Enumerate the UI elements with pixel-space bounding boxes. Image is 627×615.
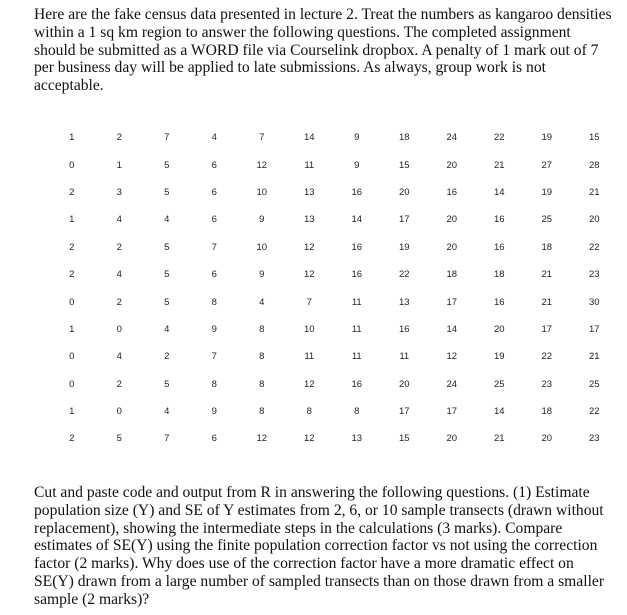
grid-cell: 20 (398, 378, 410, 390)
grid-cell: 25 (541, 214, 553, 226)
grid-cell: 13 (398, 296, 410, 308)
grid-cell: 9 (259, 269, 265, 281)
grid-cell: 18 (398, 132, 410, 144)
grid-cell: 9 (354, 159, 360, 171)
grid-cell: 13 (303, 186, 315, 198)
grid-cell: 9 (259, 214, 265, 226)
grid-cell: 16 (351, 186, 363, 198)
grid-cell: 8 (259, 323, 265, 335)
grid-cell: 4 (164, 406, 170, 418)
grid-cell: 12 (256, 159, 268, 171)
grid-cell: 20 (493, 323, 505, 335)
grid-cell: 16 (351, 241, 363, 253)
grid-cell: 22 (398, 269, 410, 281)
grid-cell: 8 (211, 378, 217, 390)
grid-cell: 6 (211, 214, 217, 226)
grid-cell: 4 (211, 132, 217, 144)
grid-cell: 5 (164, 159, 170, 171)
grid-cell: 2 (69, 269, 75, 281)
grid-cell: 2 (116, 296, 122, 308)
grid-cell: 2 (116, 378, 122, 390)
grid-cell: 10 (303, 323, 315, 335)
grid-cell: 21 (493, 433, 505, 445)
grid-cell: 1 (69, 214, 75, 226)
grid-cell: 12 (303, 378, 315, 390)
census-data-body (48, 124, 618, 453)
grid-cell: 25 (588, 378, 600, 390)
grid-cell: 5 (164, 186, 170, 198)
grid-cell: 11 (399, 351, 410, 363)
grid-cell: 9 (211, 406, 217, 418)
grid-cell: 14 (493, 186, 505, 198)
grid-cell: 22 (588, 241, 600, 253)
grid-cell: 21 (541, 296, 553, 308)
grid-cell: 1 (69, 132, 75, 144)
grid-cell: 13 (303, 214, 315, 226)
grid-cell: 16 (493, 241, 505, 253)
grid-row (48, 234, 618, 261)
grid-cell: 9 (211, 323, 217, 335)
grid-row (48, 398, 618, 425)
intro-paragraph: Here are the fake census data presented in lecture 2. Treat the numbers as kangaroo densities within a 1 sq km region to answer the following questions. The completed assignment should be submitted as a WORD file via Courselink dropbox. A penalty of 1 mark out of 7 per business day will be applied to late submissions. As always, group work is not acceptable. (34, 6, 612, 95)
questions-paragraph: Cut and paste code and output from R in answering the following questions. (1) Estimate population size (Y) and SE of Y estimates from 2, 6, or 10 sample transects (drawn without replacement), showing the intermediate steps in the calculations (3 marks). Compare estimates of SE(Y) using the finite population correction factor vs not using the correction factor (2 marks). Why does use of the correction factor have a more dramatic effect on SE(Y) drawn from a large number of sampled transects than on those drawn from a smaller sample (2 marks)? (34, 484, 605, 608)
grid-cell: 15 (588, 132, 600, 144)
grid-cell: 23 (588, 269, 600, 281)
grid-cell: 7 (164, 433, 170, 445)
grid-row (48, 261, 618, 288)
grid-cell: 4 (259, 296, 265, 308)
grid-cell: 30 (588, 296, 600, 308)
grid-cell: 2 (116, 132, 122, 144)
grid-cell: 20 (446, 159, 458, 171)
grid-cell: 0 (116, 406, 122, 418)
grid-row (48, 371, 618, 398)
grid-row (48, 288, 618, 315)
grid-cell: 11 (351, 296, 362, 308)
grid-cell: 16 (398, 323, 410, 335)
grid-cell: 0 (116, 323, 122, 335)
grid-cell: 4 (164, 323, 170, 335)
grid-cell: 6 (211, 159, 217, 171)
grid-cell: 5 (164, 269, 170, 281)
grid-cell: 20 (446, 214, 458, 226)
census-data-table (48, 124, 618, 453)
grid-cell: 27 (541, 159, 553, 171)
grid-cell: 19 (541, 132, 553, 144)
grid-cell: 16 (493, 214, 505, 226)
grid-cell: 12 (446, 351, 458, 363)
grid-cell: 18 (541, 406, 553, 418)
grid-row (48, 179, 618, 206)
grid-cell: 21 (541, 269, 553, 281)
grid-cell: 8 (354, 406, 360, 418)
grid-cell: 0 (69, 378, 75, 390)
grid-cell: 14 (303, 132, 315, 144)
grid-cell: 22 (588, 406, 600, 418)
grid-cell: 5 (164, 378, 170, 390)
grid-cell: 22 (493, 132, 505, 144)
grid-cell: 20 (541, 433, 553, 445)
grid-cell: 11 (304, 159, 315, 171)
grid-cell: 24 (446, 378, 458, 390)
grid-cell: 15 (398, 433, 410, 445)
grid-cell: 0 (69, 351, 75, 363)
grid-cell: 16 (351, 269, 363, 281)
grid-cell: 4 (116, 269, 122, 281)
grid-cell: 2 (116, 241, 122, 253)
grid-cell: 5 (164, 241, 170, 253)
grid-cell: 12 (303, 269, 315, 281)
grid-cell: 22 (541, 351, 553, 363)
grid-row (48, 343, 618, 370)
grid-cell: 20 (398, 186, 410, 198)
grid-cell: 2 (69, 186, 75, 198)
grid-cell: 14 (493, 406, 505, 418)
grid-cell: 18 (541, 241, 553, 253)
grid-cell: 12 (303, 241, 315, 253)
grid-cell: 2 (69, 433, 75, 445)
grid-cell: 13 (351, 433, 363, 445)
grid-cell: 23 (541, 378, 553, 390)
grid-cell: 19 (398, 241, 410, 253)
grid-cell: 11 (351, 351, 362, 363)
grid-cell: 7 (211, 351, 217, 363)
grid-cell: 28 (588, 159, 600, 171)
grid-cell: 14 (351, 214, 363, 226)
grid-cell: 8 (259, 378, 265, 390)
grid-cell: 1 (116, 159, 122, 171)
grid-cell: 15 (398, 159, 410, 171)
grid-cell: 25 (493, 378, 505, 390)
grid-cell: 0 (69, 296, 75, 308)
grid-cell: 8 (259, 406, 265, 418)
grid-cell: 20 (588, 214, 600, 226)
grid-cell: 7 (259, 132, 265, 144)
grid-cell: 12 (303, 433, 315, 445)
grid-cell: 1 (69, 406, 75, 418)
grid-cell: 17 (446, 406, 458, 418)
grid-cell: 10 (256, 186, 268, 198)
grid-cell: 11 (304, 351, 315, 363)
grid-cell: 12 (256, 433, 268, 445)
grid-cell: 4 (116, 351, 122, 363)
grid-row (48, 316, 618, 343)
grid-cell: 20 (446, 433, 458, 445)
grid-cell: 10 (256, 241, 268, 253)
grid-cell: 19 (541, 186, 553, 198)
grid-cell: 11 (351, 323, 362, 335)
grid-cell: 4 (164, 214, 170, 226)
grid-cell: 17 (446, 296, 458, 308)
grid-cell: 21 (493, 159, 505, 171)
grid-row (48, 206, 618, 233)
grid-cell: 8 (211, 296, 217, 308)
grid-cell: 19 (493, 351, 505, 363)
grid-cell: 7 (211, 241, 217, 253)
grid-cell: 6 (211, 433, 217, 445)
grid-cell: 1 (69, 323, 75, 335)
grid-cell: 21 (588, 351, 600, 363)
grid-cell: 8 (259, 351, 265, 363)
grid-cell: 18 (446, 269, 458, 281)
grid-cell: 7 (164, 132, 170, 144)
grid-cell: 16 (351, 378, 363, 390)
grid-cell: 21 (588, 186, 600, 198)
grid-row (48, 151, 618, 178)
grid-cell: 17 (398, 406, 410, 418)
grid-cell: 5 (116, 433, 122, 445)
grid-cell: 16 (446, 186, 458, 198)
grid-cell: 23 (588, 433, 600, 445)
grid-cell: 4 (116, 214, 122, 226)
grid-row (48, 425, 618, 452)
grid-cell: 16 (493, 296, 505, 308)
grid-cell: 7 (306, 296, 312, 308)
grid-cell: 2 (69, 241, 75, 253)
grid-row (48, 124, 618, 151)
grid-cell: 17 (398, 214, 410, 226)
grid-cell: 9 (354, 132, 360, 144)
grid-cell: 3 (116, 186, 122, 198)
grid-cell: 18 (493, 269, 505, 281)
grid-cell: 8 (306, 406, 312, 418)
grid-cell: 20 (446, 241, 458, 253)
grid-cell: 14 (446, 323, 458, 335)
grid-cell: 17 (588, 323, 600, 335)
grid-cell: 6 (211, 269, 217, 281)
grid-cell: 17 (541, 323, 553, 335)
grid-cell: 2 (164, 351, 170, 363)
grid-cell: 6 (211, 186, 217, 198)
grid-cell: 5 (164, 296, 170, 308)
grid-cell: 0 (69, 159, 75, 171)
grid-cell: 24 (446, 132, 458, 144)
